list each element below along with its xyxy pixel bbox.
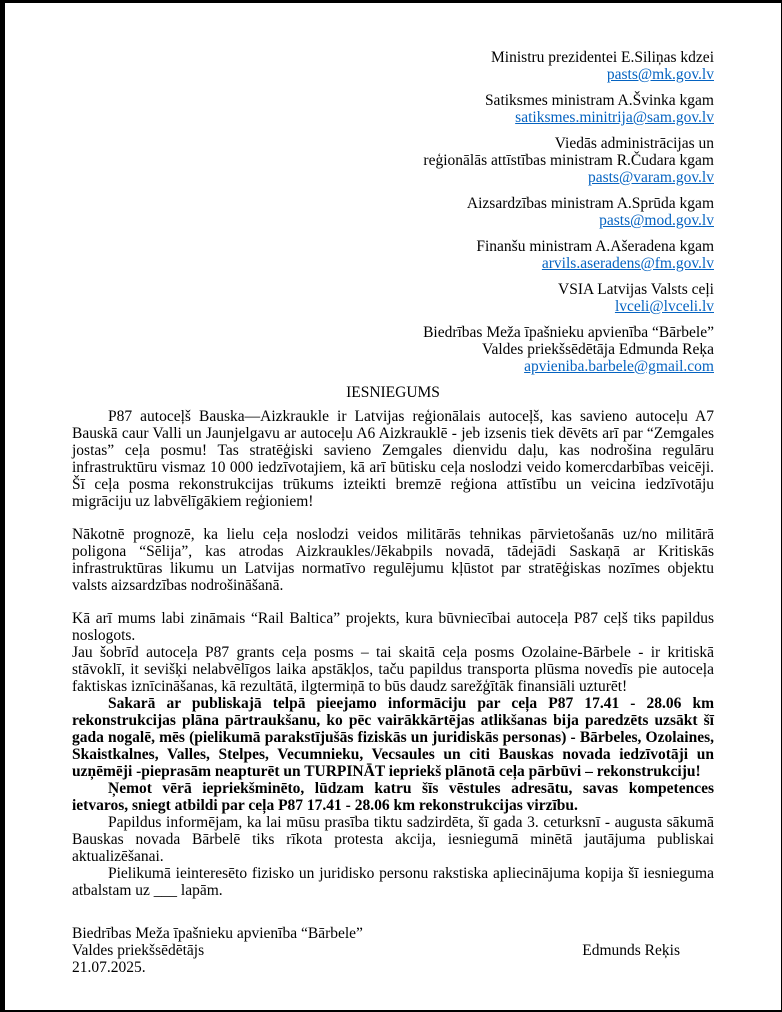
recipient-block — [72, 281, 714, 315]
signature-block — [72, 925, 714, 976]
recipient-name-line: Ministru prezidentei E.Siliņas kdzei — [491, 49, 714, 66]
signature-row — [72, 942, 714, 959]
recipient-name-lines — [72, 324, 714, 358]
paragraph-list — [72, 408, 714, 899]
body-paragraph: Ņemot vērā iepriekšminēto, lūdzam katru šīs vēstules adresātu, savas kompetences ietvaros, sniegt atbildi par ceļa P87 17.41 - 28.06 km rekonstrukcijas virzību. — [72, 780, 714, 814]
signature-role: Valdes priekšsēdētājs — [72, 942, 205, 959]
recipient-name-line: Finanšu ministram A.Ašeradena kgam — [476, 238, 714, 255]
recipient-block — [72, 195, 714, 229]
recipient-name-lines — [72, 49, 714, 66]
recipient-name-line: Valdes priekšsēdētāja Edmunda Reķa — [482, 341, 714, 358]
recipient-name-lines — [72, 135, 714, 169]
document-title: IESNIEGUMS — [346, 384, 440, 401]
recipient-list — [72, 49, 714, 375]
recipient-name-line: Viedās administrācijas un — [554, 135, 714, 152]
recipient-name-lines — [72, 281, 714, 298]
recipient-email-link[interactable]: pasts@mod.gov.lv — [599, 212, 714, 229]
recipient-name-lines — [72, 92, 714, 109]
recipient-name-line: VSIA Latvijas Valsts ceļi — [558, 281, 714, 298]
recipient-name-line: Satiksmes ministram A.Švinka kgam — [484, 92, 714, 109]
recipient-email-link[interactable]: satiksmes.minitrija@sam.gov.lv — [515, 109, 714, 126]
recipient-name-lines — [72, 238, 714, 255]
recipient-email-link[interactable]: pasts@varam.gov.lv — [587, 169, 714, 186]
recipient-email-link[interactable]: pasts@mk.gov.lv — [606, 66, 714, 83]
body-paragraph: Jau šobrīd autoceļa P87 grants ceļa posms – tai skaitā ceļa posms Ozolaine-Bārbele - ir kritiskā stāvoklī, it sevišķi nelabvēlīgos laika apstākļos, taču papildus transporta plūsma novedīs pie autoceļa faktiskas iznīcināšanas, kā rezultātā, ilgtermiņā to būs daudz sarežģītāk finansiāli uzturēt! — [72, 644, 714, 695]
recipient-block — [72, 135, 714, 186]
signature-org: Biedrības Meža īpašnieku apvienība “Bārbele” — [72, 925, 363, 942]
recipient-block — [72, 92, 714, 126]
body-paragraph: Nākotnē prognozē, ka lielu ceļa noslodzi veidos militārās tehnikas pārvietošanās uz/no militārā poligona “Sēlija”, kas atrodas Aizkraukles/Jēkabpils novadā, tādejādi Saskaņā ar Kritiskās infrastruktūras likumu un Latvijas normatīvo regulējumu kļūstot par stratēģiskas nozīmes objektu valsts aizsardzības nodrošināšanā. — [72, 526, 714, 594]
recipient-block — [72, 238, 714, 272]
body-paragraph: Kā arī mums labi zināmais “Rail Baltica” projekts, kura būvniecībai autoceļa P87 ceļš tiks papildus noslogots. — [72, 610, 714, 644]
signature-date: 21.07.2025. — [72, 959, 146, 976]
recipient-name-line: reģionālās attīstības ministram R.Čudara kgam — [423, 152, 714, 169]
recipient-name-line: Biedrības Meža īpašnieku apvienība “Bārbele” — [423, 324, 714, 341]
body-paragraph: Sakarā ar publiskajā telpā pieejamo informāciju par ceļa P87 17.41 - 28.06 km rekonstrukcijas plāna pārtraukšanu, ko pēc vairākkārtējas atlikšanas bija paredzēts uzsākt šī gada nogalē, mēs (pielikumā parakstījušās fiziskās un juridiskās personas) - Bārbeles, Ozolaines, Skaistkalnes, Valles, Stelpes, Vecumnieku, Vecsaules un citi Bauskas novada iedzīvotāji un uzņēmēji -pieprasām neapturēt un TURPINĀT iepriekš plānotā ceļa pārbūvi – rekonstrukciju! — [72, 695, 714, 780]
recipient-name-line: Aizsardzības ministram A.Sprūda kgam — [466, 195, 714, 212]
signature-name: Edmunds Reķis — [582, 942, 680, 959]
body-paragraph: P87 autoceļš Bauska—Aizkraukle ir Latvijas reģionālais autoceļš, kas savieno autoceļu A7 Bauskā caur Valli un Jaunjelgavu ar autoceļu A6 Aizkrauklē - jeb izsenis tiek dēvēts arī par “Zemgales jostas” ceļa posmu! Tas stratēģiski savieno Zemgales dienvidu daļu, kas nodrošina regulāru infrastruktūru vismaz 10 000 iedzīvotajiem, kā arī būtisku ceļa noslodzi veido komercdarbības veicēji. Šī ceļa posma rekonstrukcijas trūkums izteikti bremzē reģiona attīstību un veicina iedzīvotāju migrāciju uz labvēlīgākiem reģioniem! — [72, 408, 714, 510]
recipient-email-link[interactable]: apvieniba.barbele@gmail.com — [524, 358, 714, 375]
recipient-block — [72, 49, 714, 83]
body-paragraph: Pielikumā ieinteresēto fizisko un juridisko personu rakstiska apliecinājuma kopija šī iesnieguma atbalstam uz ___ lapām. — [72, 865, 714, 899]
recipient-name-lines — [72, 195, 714, 212]
recipient-email-link[interactable]: arvils.aseradens@fm.gov.lv — [541, 255, 714, 272]
document-page — [5, 3, 781, 1010]
recipient-email-link[interactable]: lvceli@lvceli.lv — [614, 298, 714, 315]
recipient-block — [72, 324, 714, 375]
body-paragraph: Papildus informējam, ka lai mūsu prasība tiktu sadzirdēta, šī gada 3. ceturksnī - augusta sākumā Bauskas novada Bārbelē tiks rīkota protesta akcija, iesniegumā minētā jautājuma publiskai aktualizēšanai. — [72, 814, 714, 865]
